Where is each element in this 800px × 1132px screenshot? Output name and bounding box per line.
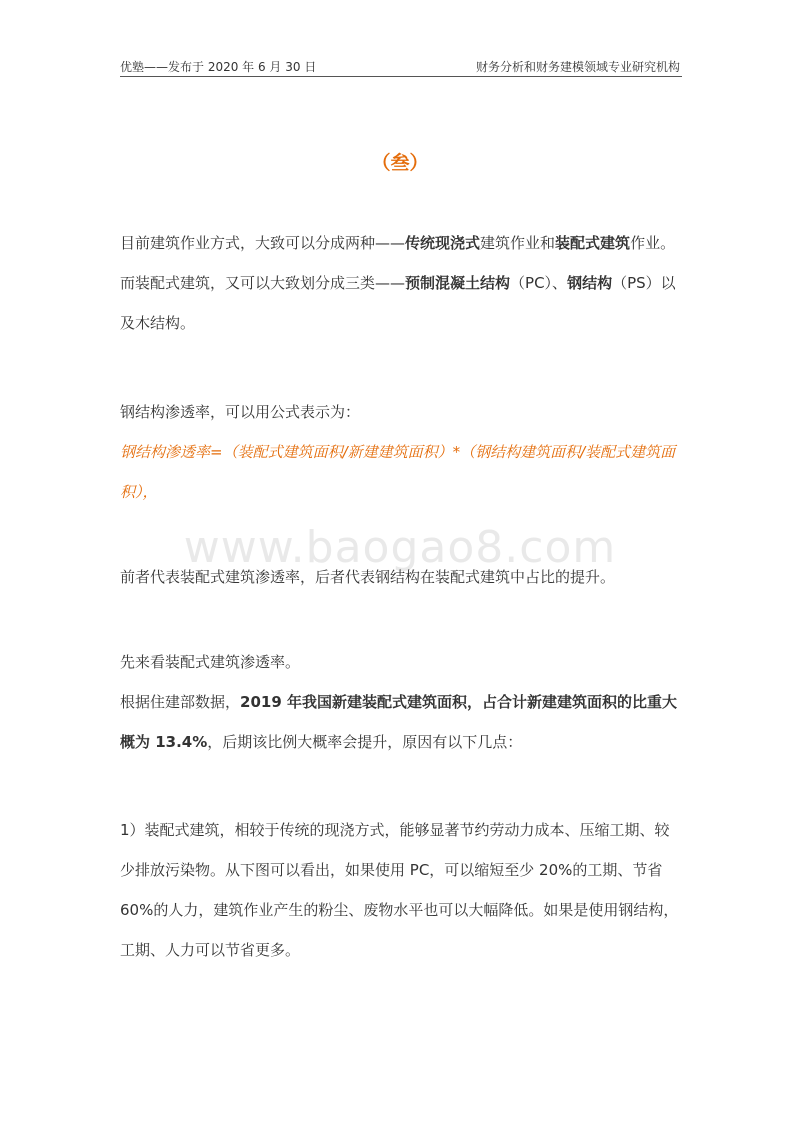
bold-text: 2019 年我国新建装配式建筑面积，占合计新建建筑面积的比重大概为 13.4% xyxy=(120,693,677,751)
paragraph-penetration-intro: 先来看装配式建筑渗透率。 xyxy=(120,653,301,671)
text: 作业。而装配式建筑，又可以大致划分成三类—— xyxy=(120,234,676,292)
header-publish-info: 优塾——发布于 2020 年 6 月 30 日 xyxy=(120,60,317,74)
paragraph-reason-1: 1）装配式建筑，相较于传统的现浇方式，能够显著节约劳动力成本、压缩工期、较少排放污染物。从下图可以看出，如果使用 PC，可以缩短至少 20%的工期、节省 60%的人力，建筑作业产生的粉尘、废物水平也可以大幅降低。如果是使用钢结构，工期、人力可以节省更多。 xyxy=(120,821,679,959)
section-title: （叁） xyxy=(371,152,429,174)
paragraph-formula-explanation: 前者代表装配式建筑渗透率，后者代表钢结构在装配式建筑中占比的提升。 xyxy=(120,568,616,586)
page-header xyxy=(120,56,682,77)
text: 目前建筑作业方式，大致可以分成两种—— xyxy=(120,234,406,252)
header-organization: 财务分析和财务建模领域专业研究机构 xyxy=(475,60,680,74)
text: 建筑作业和 xyxy=(480,234,556,252)
text: （PS）以及木结构。 xyxy=(120,274,676,332)
bold-text: 装配式建筑 xyxy=(555,234,631,252)
text: ，后期该比例大概率会提升，原因有以下几点： xyxy=(207,733,523,751)
bold-text: 传统现浇式 xyxy=(405,234,481,252)
watermark: www.baogao8.com xyxy=(183,522,617,573)
text: 根据住建部数据， xyxy=(120,693,241,711)
paragraph-construction-methods xyxy=(120,223,680,343)
bold-text: 钢结构 xyxy=(567,274,613,292)
paragraph-formula-intro: 钢结构渗透率，可以用公式表示为： xyxy=(120,403,361,421)
paragraph-formula: 钢结构渗透率=（装配式建筑面积/新建建筑面积）*（钢结构建筑面积/装配式建筑面积）， xyxy=(120,443,676,501)
bold-text: 预制混凝土结构 xyxy=(405,274,511,292)
text: （PC）、 xyxy=(510,274,568,292)
paragraph-ministry-data xyxy=(120,682,680,762)
